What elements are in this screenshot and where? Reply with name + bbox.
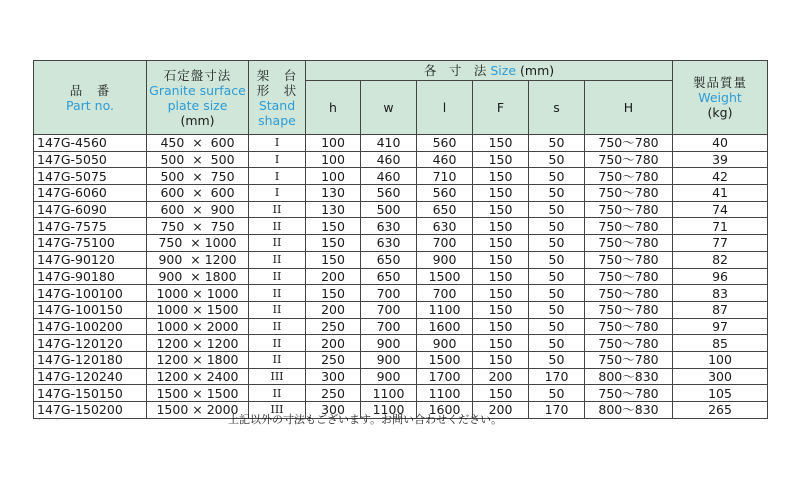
cell-s: 170 [529, 368, 585, 385]
cell-part-no: 147G-75100 [34, 235, 147, 252]
cell-weight: 85 [673, 335, 768, 352]
cell-f: 200 [473, 402, 529, 419]
cell-h: 300 [306, 402, 361, 419]
cell-weight: 83 [673, 285, 768, 302]
cell-part-no: 147G-6090 [34, 201, 147, 218]
cell-h: 100 [306, 168, 361, 185]
header-plate-en2: plate size [167, 97, 228, 113]
cell-l: 650 [417, 201, 473, 218]
header-dim-w: w [361, 81, 417, 135]
table-row [34, 218, 768, 235]
cell-f: 150 [473, 301, 529, 318]
table-body [34, 135, 768, 419]
footnote: 上記以外の寸法もございます。お問い合わせください。 [228, 413, 503, 426]
header-stand-jp1: 架 台 [256, 67, 298, 83]
cell-total-height: 750～780 [585, 151, 673, 168]
cell-s: 50 [529, 351, 585, 368]
cell-l: 1600 [417, 402, 473, 419]
table-row [34, 385, 768, 402]
cell-part-no: 147G-90120 [34, 251, 147, 268]
cell-stand-shape: III [249, 402, 306, 419]
cell-part-no: 147G-5075 [34, 168, 147, 185]
cell-l: 700 [417, 235, 473, 252]
header-dim-l: l [417, 81, 473, 135]
cell-stand-shape: II [249, 301, 306, 318]
cell-weight: 41 [673, 185, 768, 202]
cell-f: 150 [473, 268, 529, 285]
header-size-unit: (mm) [520, 63, 555, 78]
cell-plate-size: 1200 × 1200 [147, 335, 249, 352]
cell-part-no: 147G-90180 [34, 268, 147, 285]
cell-h: 250 [306, 318, 361, 335]
cell-l: 1700 [417, 368, 473, 385]
cell-h: 130 [306, 201, 361, 218]
cell-s: 50 [529, 335, 585, 352]
cell-l: 630 [417, 218, 473, 235]
cell-w: 500 [361, 201, 417, 218]
header-dim-h-total: H [585, 81, 673, 135]
table-row [34, 285, 768, 302]
cell-stand-shape: II [249, 351, 306, 368]
cell-s: 170 [529, 402, 585, 419]
table-row [34, 135, 768, 152]
header-plate-en1: Granite surface [149, 82, 246, 98]
cell-total-height: 750～780 [585, 385, 673, 402]
cell-w: 460 [361, 151, 417, 168]
header-size-jp: 各 寸 法 [423, 63, 487, 78]
table-row [34, 185, 768, 202]
header-stand-en1: Stand [258, 97, 296, 113]
cell-plate-size: 1000 × 1500 [147, 301, 249, 318]
cell-stand-shape: II [249, 235, 306, 252]
cell-s: 50 [529, 151, 585, 168]
cell-s: 50 [529, 135, 585, 152]
table-row [34, 318, 768, 335]
cell-weight: 42 [673, 168, 768, 185]
cell-s: 50 [529, 318, 585, 335]
cell-weight: 74 [673, 201, 768, 218]
cell-h: 150 [306, 218, 361, 235]
cell-f: 150 [473, 385, 529, 402]
header-weight-en: Weight [698, 90, 742, 105]
cell-stand-shape: II [249, 335, 306, 352]
header-part-no [34, 61, 147, 135]
cell-plate-size: 1200 × 2400 [147, 368, 249, 385]
cell-h: 150 [306, 285, 361, 302]
spec-table [33, 60, 768, 419]
cell-stand-shape: II [249, 251, 306, 268]
cell-weight: 100 [673, 351, 768, 368]
cell-plate-size: 1500 × 2000 [147, 402, 249, 419]
cell-weight: 265 [673, 402, 768, 419]
cell-w: 410 [361, 135, 417, 152]
table-row [34, 251, 768, 268]
cell-weight: 82 [673, 251, 768, 268]
cell-s: 50 [529, 218, 585, 235]
cell-s: 50 [529, 301, 585, 318]
cell-total-height: 750～780 [585, 218, 673, 235]
cell-h: 200 [306, 301, 361, 318]
cell-w: 700 [361, 318, 417, 335]
cell-plate-size: 1000 × 2000 [147, 318, 249, 335]
header-size-en: Size [490, 63, 517, 78]
header-plate-jp: 石定盤寸法 [163, 67, 232, 83]
cell-total-height: 800～830 [585, 368, 673, 385]
cell-weight: 87 [673, 301, 768, 318]
cell-s: 50 [529, 235, 585, 252]
cell-w: 650 [361, 251, 417, 268]
cell-total-height: 750～780 [585, 285, 673, 302]
cell-f: 150 [473, 151, 529, 168]
cell-w: 900 [361, 351, 417, 368]
cell-s: 50 [529, 385, 585, 402]
header-stand-en2: shape [258, 112, 296, 128]
cell-l: 1500 [417, 351, 473, 368]
cell-f: 150 [473, 335, 529, 352]
cell-total-height: 750～780 [585, 268, 673, 285]
cell-l: 1100 [417, 385, 473, 402]
cell-weight: 39 [673, 151, 768, 168]
header-plate-unit: (mm) [180, 112, 215, 128]
cell-f: 150 [473, 185, 529, 202]
cell-plate-size: 1000 × 1000 [147, 285, 249, 302]
cell-part-no: 147G-100100 [34, 285, 147, 302]
cell-part-no: 147G-100150 [34, 301, 147, 318]
cell-part-no: 147G-7575 [34, 218, 147, 235]
cell-part-no: 147G-6060 [34, 185, 147, 202]
cell-total-height: 750～780 [585, 185, 673, 202]
cell-f: 150 [473, 251, 529, 268]
cell-total-height: 750～780 [585, 251, 673, 268]
header-dim-s: s [529, 81, 585, 135]
cell-l: 710 [417, 168, 473, 185]
cell-part-no: 147G-5050 [34, 151, 147, 168]
cell-h: 150 [306, 251, 361, 268]
cell-stand-shape: I [249, 151, 306, 168]
header-stand-shape [249, 61, 306, 135]
cell-s: 50 [529, 201, 585, 218]
header-part-jp: 品 番 [69, 82, 111, 98]
cell-w: 1100 [361, 385, 417, 402]
cell-stand-shape: I [249, 135, 306, 152]
cell-h: 250 [306, 385, 361, 402]
cell-stand-shape: I [249, 185, 306, 202]
table-row [34, 235, 768, 252]
cell-l: 460 [417, 151, 473, 168]
cell-w: 700 [361, 285, 417, 302]
cell-part-no: 147G-4560 [34, 135, 147, 152]
header-size [306, 61, 673, 81]
table-row [34, 268, 768, 285]
header-weight-unit: (kg) [707, 105, 733, 120]
cell-stand-shape: II [249, 285, 306, 302]
cell-plate-size: 1500 × 1500 [147, 385, 249, 402]
cell-total-height: 800～830 [585, 402, 673, 419]
cell-part-no: 147G-100200 [34, 318, 147, 335]
header-weight [673, 61, 768, 135]
cell-h: 100 [306, 135, 361, 152]
cell-w: 900 [361, 368, 417, 385]
cell-h: 100 [306, 151, 361, 168]
cell-f: 150 [473, 235, 529, 252]
table-row [34, 351, 768, 368]
cell-f: 150 [473, 351, 529, 368]
cell-plate-size: 750 × 1000 [147, 235, 249, 252]
cell-stand-shape: II [249, 201, 306, 218]
cell-total-height: 750～780 [585, 318, 673, 335]
cell-s: 50 [529, 285, 585, 302]
cell-stand-shape: II [249, 268, 306, 285]
table-row [34, 301, 768, 318]
header-dim-f: F [473, 81, 529, 135]
cell-l: 1600 [417, 318, 473, 335]
header-weight-jp: 製品質量 [693, 75, 748, 90]
cell-plate-size: 600 × 900 [147, 201, 249, 218]
header-stand-jp2: 形 状 [256, 82, 298, 98]
cell-l: 1100 [417, 301, 473, 318]
cell-stand-shape: III [249, 368, 306, 385]
cell-s: 50 [529, 185, 585, 202]
cell-weight: 105 [673, 385, 768, 402]
cell-h: 150 [306, 235, 361, 252]
cell-total-height: 750～780 [585, 335, 673, 352]
cell-h: 300 [306, 368, 361, 385]
cell-f: 150 [473, 218, 529, 235]
cell-plate-size: 1200 × 1800 [147, 351, 249, 368]
cell-weight: 96 [673, 268, 768, 285]
header-dim-h: h [306, 81, 361, 135]
cell-f: 150 [473, 201, 529, 218]
header-part-en: Part no. [66, 97, 114, 113]
cell-weight: 71 [673, 218, 768, 235]
cell-plate-size: 500 × 500 [147, 151, 249, 168]
cell-h: 200 [306, 335, 361, 352]
cell-total-height: 750～780 [585, 135, 673, 152]
cell-plate-size: 450 × 600 [147, 135, 249, 152]
cell-l: 900 [417, 335, 473, 352]
cell-h: 200 [306, 268, 361, 285]
cell-plate-size: 750 × 750 [147, 218, 249, 235]
cell-l: 900 [417, 251, 473, 268]
cell-total-height: 750～780 [585, 168, 673, 185]
cell-total-height: 750～780 [585, 351, 673, 368]
cell-h: 250 [306, 351, 361, 368]
cell-w: 630 [361, 218, 417, 235]
cell-stand-shape: I [249, 168, 306, 185]
cell-l: 560 [417, 185, 473, 202]
cell-w: 1100 [361, 402, 417, 419]
cell-f: 150 [473, 168, 529, 185]
cell-l: 560 [417, 135, 473, 152]
cell-s: 50 [529, 168, 585, 185]
cell-f: 150 [473, 285, 529, 302]
cell-h: 130 [306, 185, 361, 202]
cell-plate-size: 600 × 600 [147, 185, 249, 202]
header-plate-size [147, 61, 249, 135]
cell-f: 150 [473, 318, 529, 335]
cell-w: 700 [361, 301, 417, 318]
cell-stand-shape: II [249, 218, 306, 235]
cell-plate-size: 900 × 1200 [147, 251, 249, 268]
cell-w: 630 [361, 235, 417, 252]
cell-weight: 40 [673, 135, 768, 152]
cell-w: 460 [361, 168, 417, 185]
cell-weight: 97 [673, 318, 768, 335]
cell-part-no: 147G-150200 [34, 402, 147, 419]
table-row [34, 368, 768, 385]
cell-l: 700 [417, 285, 473, 302]
cell-weight: 77 [673, 235, 768, 252]
table-row [34, 151, 768, 168]
cell-stand-shape: II [249, 385, 306, 402]
cell-w: 560 [361, 185, 417, 202]
table-row [34, 201, 768, 218]
cell-l: 1500 [417, 268, 473, 285]
cell-f: 200 [473, 368, 529, 385]
cell-weight: 300 [673, 368, 768, 385]
cell-part-no: 147G-120240 [34, 368, 147, 385]
cell-total-height: 750～780 [585, 235, 673, 252]
cell-stand-shape: II [249, 318, 306, 335]
cell-total-height: 750～780 [585, 301, 673, 318]
decorative-dots: · · [38, 416, 65, 426]
cell-w: 900 [361, 335, 417, 352]
cell-s: 50 [529, 251, 585, 268]
cell-part-no: 147G-150150 [34, 385, 147, 402]
cell-w: 650 [361, 268, 417, 285]
cell-plate-size: 500 × 750 [147, 168, 249, 185]
cell-f: 150 [473, 135, 529, 152]
cell-part-no: 147G-120180 [34, 351, 147, 368]
cell-total-height: 750～780 [585, 201, 673, 218]
table-row [34, 335, 768, 352]
cell-s: 50 [529, 268, 585, 285]
table-row [34, 168, 768, 185]
cell-part-no: 147G-120120 [34, 335, 147, 352]
cell-plate-size: 900 × 1800 [147, 268, 249, 285]
